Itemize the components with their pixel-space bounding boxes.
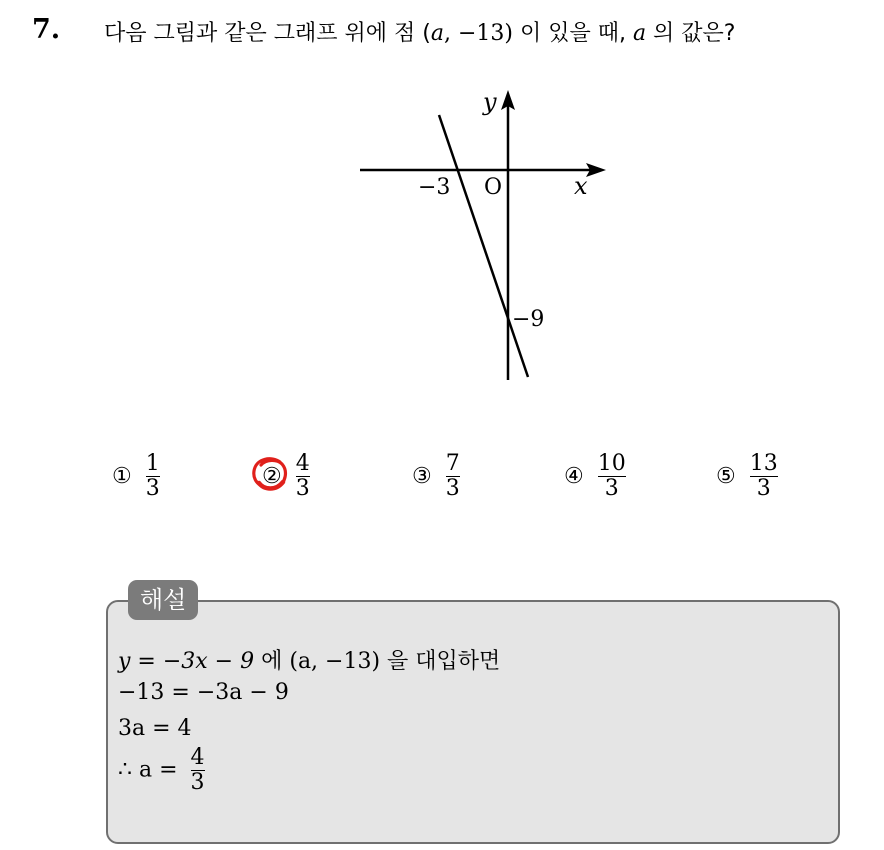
choice-1[interactable]: [112, 452, 160, 501]
x-intercept-label: −3: [418, 175, 451, 200]
solution-line-4-fraction: [191, 746, 205, 795]
choice-2-mark: ②: [262, 464, 282, 489]
choice-4-numerator: 10: [597, 451, 626, 476]
solution-line-1-point: (a, −13): [289, 649, 381, 674]
solution-line-4-denominator: 3: [190, 770, 205, 795]
solution-line-1-math: y = −3x − 9: [118, 649, 255, 674]
choice-2-numerator: 4: [295, 451, 310, 476]
choice-4-denominator: 3: [604, 476, 619, 501]
question-text-part3: 의 값은?: [646, 21, 736, 46]
solution-line-2: −13 = −3a − 9: [118, 680, 289, 705]
question-point-rest: , −13): [443, 21, 513, 46]
question-var-a: a: [430, 21, 444, 46]
choice-4-mark: ④: [564, 464, 584, 489]
solution-line-3: 3a = 4: [118, 716, 192, 741]
choice-5[interactable]: [716, 452, 778, 501]
y-axis-label: y: [483, 88, 497, 116]
answer-circle-mark: [250, 455, 290, 493]
choice-3-numerator: 7: [445, 451, 460, 476]
choice-2-fraction: [296, 452, 310, 501]
choice-1-numerator: 1: [145, 451, 160, 476]
solution-line-1-ko2: 을 대입하면: [380, 649, 501, 674]
solution-line-4-numerator: 4: [190, 745, 205, 770]
solution-line-1-ko1: 에: [254, 649, 290, 674]
choice-5-mark: ⑤: [716, 464, 736, 489]
line-graph: [350, 80, 610, 390]
choice-1-mark: ①: [112, 464, 132, 489]
x-axis-label: x: [574, 172, 588, 200]
choice-3[interactable]: [412, 452, 460, 501]
choice-1-fraction: [146, 452, 160, 501]
choice-1-denominator: 3: [145, 476, 160, 501]
choice-3-mark: ③: [412, 464, 432, 489]
choice-4[interactable]: [564, 452, 626, 501]
choice-3-fraction: [446, 452, 460, 501]
question-text-part2: 이 있을 때,: [512, 21, 633, 46]
solution-tag: 해설: [128, 580, 198, 620]
solution-line-4-prefix: ∴ a =: [118, 757, 178, 783]
y-intercept-label: −9: [512, 307, 545, 332]
choice-4-fraction: [598, 452, 626, 501]
question-text: [104, 16, 735, 47]
choice-5-denominator: 3: [756, 476, 771, 501]
origin-label: O: [484, 175, 503, 200]
solution-box: [106, 600, 840, 844]
graph-line: [439, 115, 528, 377]
choice-3-denominator: 3: [445, 476, 460, 501]
choice-5-fraction: [750, 452, 778, 501]
question-text-part1: 다음 그림과 같은 그래프 위에 점 (: [104, 21, 431, 46]
question-number: 7.: [32, 14, 61, 45]
question-var-a2: a: [632, 21, 647, 46]
solution-line-1: [118, 644, 500, 675]
solution-line-4: [118, 746, 205, 795]
choice-2-denominator: 3: [295, 476, 310, 501]
choice-5-numerator: 13: [749, 451, 778, 476]
